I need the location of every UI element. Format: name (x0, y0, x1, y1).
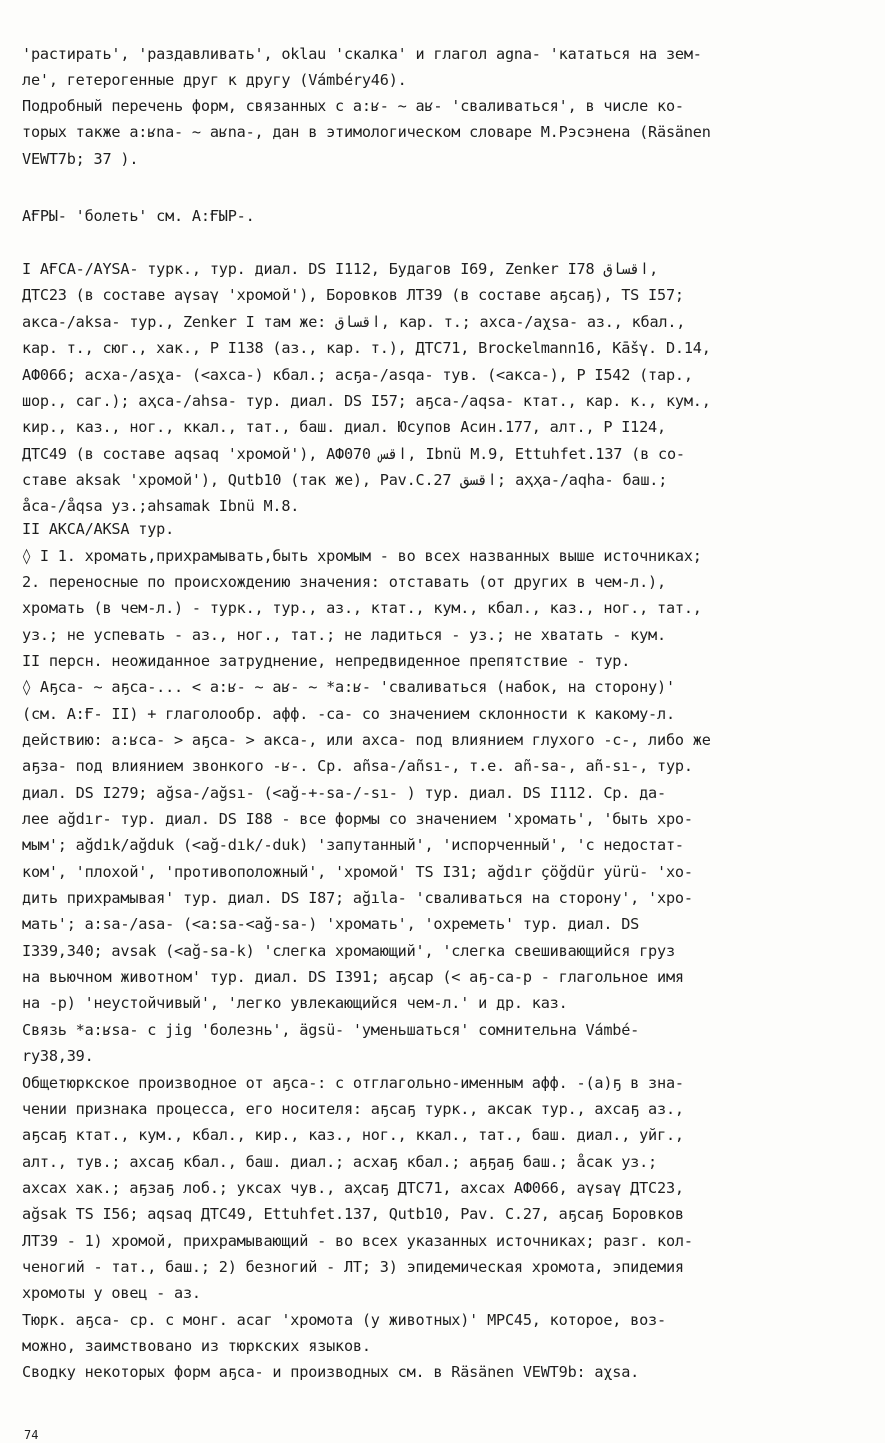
text-line: мать'; a:sa-/asa- (<a:sa-<ağ-sa-) 'хромать', 'охреметь' тур. диал. DS (22, 915, 640, 933)
text-line: АҒРЫ- 'болеть' см. А:ҒЫР-. (22, 207, 255, 225)
text-line: (см. А:Ғ- II) + глаголообр. афф. -са- со значением склонности к какому-л. (22, 705, 675, 723)
text-line: а̊са-/åqsa уз.;ahsamak Ibnü M.8. (22, 497, 300, 515)
text-line: 2. переносные по происхождению значения: отставать (от других в чем-л.), (22, 573, 666, 591)
text-line: Тюрк. аҕса- ср. с монг. асаг 'хромота (у животных)' МРС45, которое, воз- (22, 1311, 666, 1329)
text-line: ◊ I 1. хромать,прихрамывать,быть хромым - во всех названных выше источниках; (22, 547, 702, 565)
text-line: аҕза- под влиянием звонкого -ʁ-. Ср. аñsa-/añsı-, т.е. añ-sa-, añ-sı-, тур. (22, 757, 693, 775)
text-line: I339,340; avsak (<ağ-sa-k) 'слегка хромающий', 'слегка свешивающийся груз (22, 942, 675, 960)
text-line: уз.; не успевать - аз., ног., тат.; не ладиться - уз.; не хватать - кум. (22, 626, 666, 644)
text-line: торых также a:ʁna- ~ aʁna-, дан в этимологическом словаре М.Рэсэнена (Räsänen (22, 123, 711, 141)
text-line: акса-/aksa- тур., Zenker I там же: اقساق, кар. т.; ахса-/aχsa- аз., кбал., (22, 313, 686, 331)
text-line: ağsak TS I56; aqsaq ДТС49, Ettuhfet.137, Qutb10, Pav. C.27, аҕсаҕ Боровков (22, 1205, 684, 1223)
text-line: действию: a:ʁса- > аҕса- > акса-, или ахса- под влиянием глухого -с-, либо же (22, 731, 711, 749)
text-line: 'растирать', 'раздавливать', oklau 'скалка' и глагол agna- 'кататься на зем- (22, 45, 702, 63)
text-line: кар. т., сюг., хак., Р I138 (аз., кар. т.), ДТС71, Brockelmann16, Kāšγ. D.14, (22, 339, 711, 357)
text-line: ry38,39. (22, 1047, 94, 1065)
text-line: I АҒСА-/AYSA- турк., тур. диал. DS I112, Будагов I69, Zenker I78 اقساق, (22, 260, 659, 278)
text-line: ле', гетерогенные друг к другу (Vámbéry46). (22, 71, 407, 89)
text-line: ком', 'плохой', 'противоположный', 'хромой' TS I31; ağdır çöğdür yürü- 'хо- (22, 863, 693, 881)
text-line: на вьючном животном' тур. диал. DS I391; аҕсар (< аҕ-са-р - глагольное имя (22, 968, 684, 986)
text-line: ченогий - тат., баш.; 2) безногий - ЛТ; 3) эпидемическая хромота, эпидемия (22, 1258, 684, 1276)
text-line: ЛТ39 - 1) хромой, прихрамывающий - во всех указанных источниках; разг. кол- (22, 1232, 693, 1250)
text-line: диал. DS I279; ağsa-/ağsı- (<ağ-+-sa-/-sı- ) тур. диал. DS I112. Ср. да- (22, 784, 666, 802)
text-line: лее ağdır- тур. диал. DS I88 - все формы со значением 'хромать', 'быть хро- (22, 810, 693, 828)
text-line: II персн. неожиданное затруднение, непредвиденное препятствие - тур. (22, 652, 631, 670)
text-line: шор., саг.); аҳса-/ahsa- тур. диал. DS I57; аҕса-/aqsa- ктат., кар. к., кум., (22, 392, 711, 410)
text-line: Подробный перечень форм, связанных с a:ʁ- ~ aʁ- 'сваливаться', в числе ко- (22, 97, 684, 115)
text-line: II АКСА/AKSA тур. (22, 520, 175, 538)
text-line: VEWT7b; 37 ). (22, 150, 139, 168)
text-line: Связь *a:ʁsa- c jig 'болезнь', ägsü- 'уменьшаться' сомнительна Vámbé- (22, 1021, 640, 1039)
text-line: АФ066; асха-/asχa- (<ахса-) кбал.; асҕа-/asqa- тув. (<акса-), Р I542 (тар., (22, 366, 693, 384)
text-line: на -р) 'неустойчивый', 'легко увлекающийся чем-л.' и др. каз. (22, 994, 568, 1012)
text-line: ДТС23 (в составе aγsaγ 'хромой'), Боровков ЛТ39 (в составе аҕсаҕ), TS I57; (22, 286, 684, 304)
text-line: мым'; ağdık/ağduk (<ağ-dık/-duk) 'запутанный', 'испорченный', 'с недостат- (22, 836, 684, 854)
text-line: дить прихрамывая' тур. диал. DS I87; ağıla- 'сваливаться на сторону', 'хро- (22, 889, 693, 907)
text-line: кир., каз., ног., ккал., тат., баш. диал. Юсупов Асин.177, алт., Р I124, (22, 418, 666, 436)
text-line: ахсах хак.; аҕзаҕ лоб.; уксах чув., аҳсаҕ ДТС71, ахсах АФ066, aγsaγ ДТС23, (22, 1179, 684, 1197)
text-line: Сводку некоторых форм аҕса- и производных см. в Räsänen VEWT9b: aχsa. (22, 1363, 640, 1381)
page-number: 74 (24, 1428, 39, 1442)
text-line: Общетюркское производное от аҕса-: с отглагольно-именным афф. -(а)ҕ в зна- (22, 1074, 684, 1092)
text-line: хромоты у овец - аз. (22, 1284, 201, 1302)
text-line: ДТС49 (в составе aqsaq 'хромой'), АФ070 اقس, Ibnü M.9, Ettuhfet.137 (в со- (22, 445, 685, 463)
text-line: алт., тув.; ахсаҕ кбал., баш. диал.; асхаҕ кбал.; аҕҕаҕ баш.; а̊сак уз.; (22, 1153, 657, 1171)
text-line: ◊ Аҕса- ~ аҕса-... < a:ʁ- ~ aʁ- ~ *a:ʁ- 'сваливаться (набок, на сторону)' (22, 678, 675, 696)
text-line: аҕсаҕ ктат., кум., кбал., кир., каз., ног., ккал., тат., баш. диал., уйг., (22, 1126, 684, 1144)
text-line: можно, заимствовано из тюркских языков. (22, 1337, 371, 1355)
text-line: хромать (в чем-л.) - турк., тур., аз., ктат., кум., кбал., каз., ног., тат., (22, 599, 702, 617)
text-line: ставе aksak 'хромой'), Qutb10 (так же), Pav.C.27 اقسق; аҳҳа-/aqha- баш.; (22, 471, 668, 489)
text-line: чении признака процесса, его носителя: аҕсаҕ турк., аксак тур., ахсаҕ аз., (22, 1100, 684, 1118)
